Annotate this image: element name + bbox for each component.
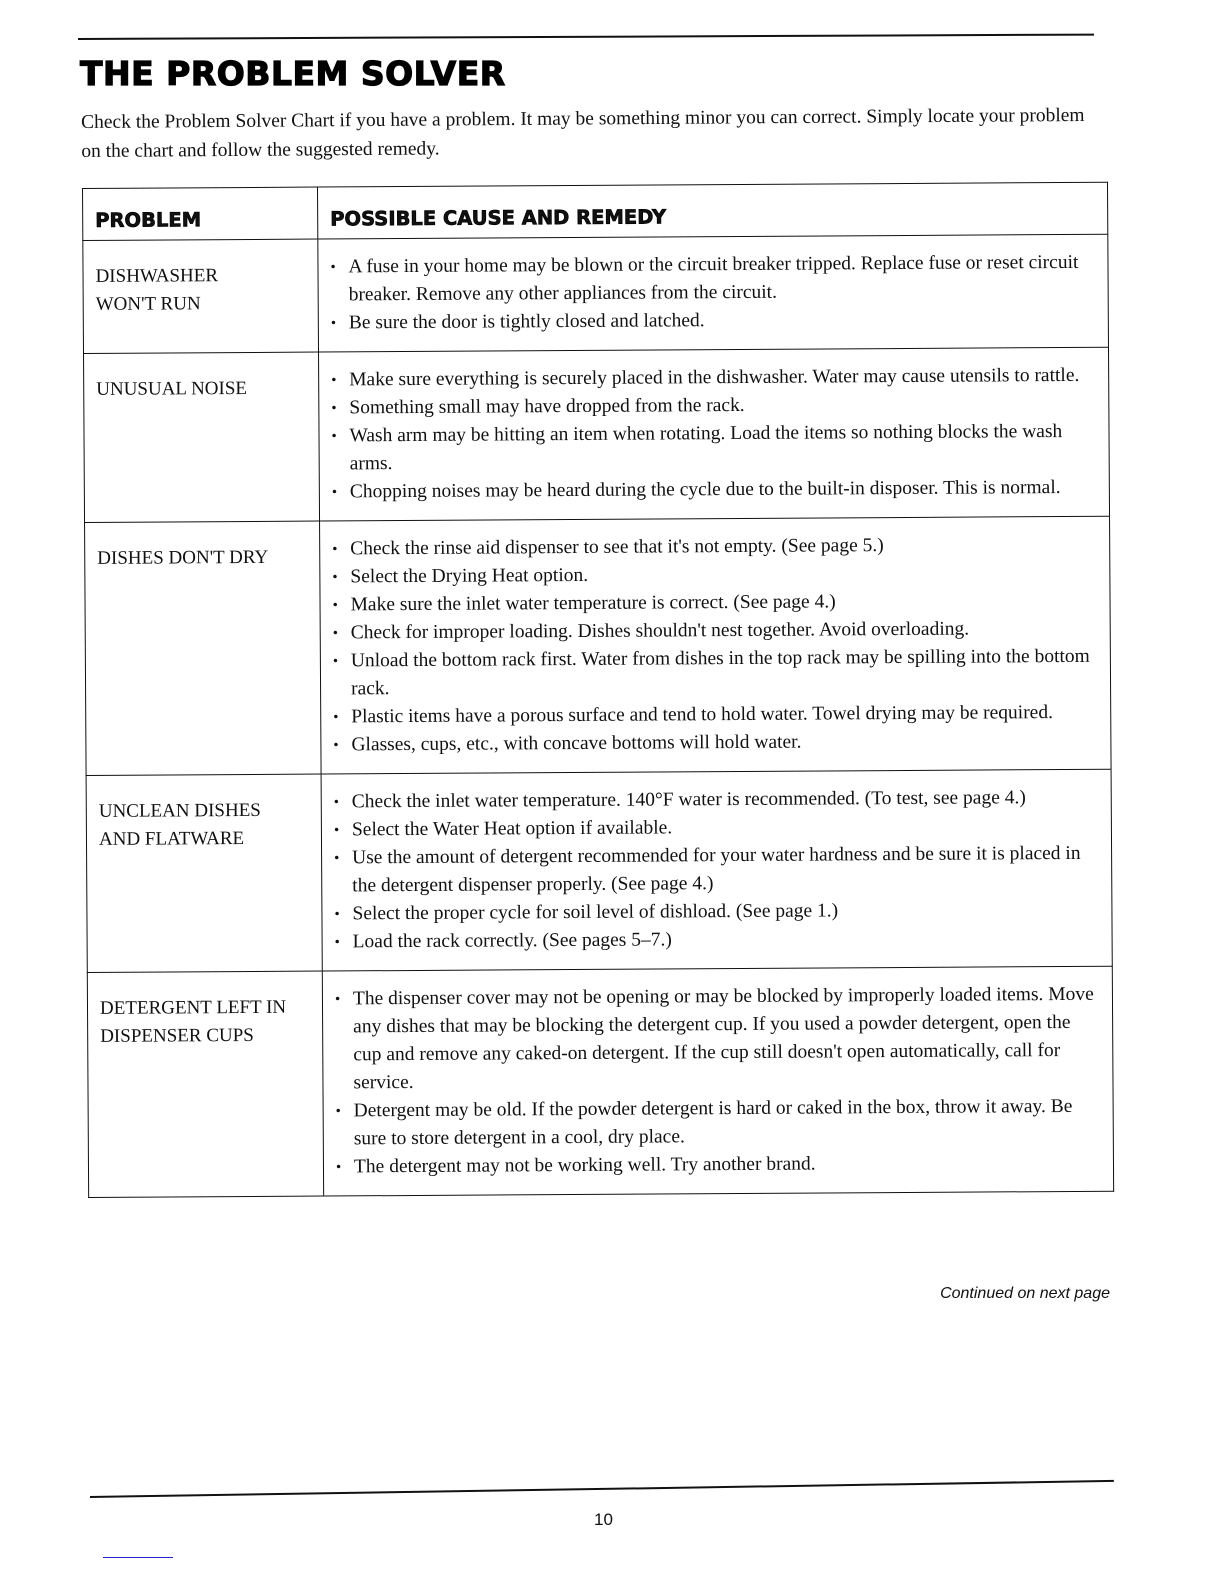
- remedy-item: [331, 643, 1096, 704]
- bullet-icon: •: [331, 428, 337, 445]
- remedy-item: [331, 727, 1096, 760]
- bullet-icon: •: [333, 794, 340, 811]
- problem-cell: [84, 352, 320, 522]
- problem-table: [82, 182, 1114, 1198]
- bullet-icon: •: [335, 1103, 341, 1120]
- column-header-problem: PROBLEM: [83, 187, 318, 240]
- bullet-icon: •: [334, 906, 340, 923]
- remedy-item: [333, 924, 1098, 957]
- remedy-text: Detergent may be old. If the powder detergent is hard or caked in the box, throw it away. Be sure to store detergent in a cool, dry place.: [353, 1095, 1073, 1150]
- remedy-text: Use the amount of detergent recommended for your water hardness and be sure it is placed in the detergent dispenser properly. (See page 4.): [352, 842, 1081, 897]
- remedy-list: [332, 784, 1098, 957]
- bullet-icon: •: [331, 400, 337, 417]
- bullet-icon: •: [334, 991, 341, 1008]
- bottom-rule: [90, 1480, 1114, 1498]
- problem-label-line: WON'T RUN: [95, 293, 201, 315]
- remedy-list: [330, 531, 1096, 760]
- remedy-text: Make sure everything is securely placed in the dishwasher. Water may cause utensils to rattle.: [349, 364, 1080, 391]
- remedy-text: Check the inlet water temperature. 140°F water is recommended. (To test, see page 4.): [351, 787, 1026, 813]
- remedy-text: Glasses, cups, etc., with concave bottoms will hold water.: [351, 731, 802, 756]
- table-row: [85, 516, 1112, 775]
- bullet-icon: •: [333, 709, 339, 726]
- remedy-text: Be sure the door is tightly closed and latched.: [348, 310, 705, 334]
- remedy-cell: [322, 966, 1113, 1196]
- problem-cell: [87, 971, 323, 1197]
- problem-label-line: UNCLEAN DISHES: [98, 799, 261, 822]
- problem-label-line: DISHWASHER: [95, 265, 219, 287]
- bullet-icon: •: [332, 625, 339, 642]
- remedy-text: Check the rinse aid dispenser to see that it's not empty. (See page 5.): [350, 535, 884, 560]
- bullet-icon: •: [335, 1159, 342, 1176]
- remedy-text: Unload the bottom rack first. Water from dishes in the top rack may be spilling into the bottom rack.: [350, 645, 1090, 700]
- bullet-icon: •: [332, 541, 338, 558]
- bullet-icon: •: [331, 484, 338, 501]
- problem-cell: [83, 239, 319, 353]
- remedy-item: [329, 305, 1094, 338]
- table-row: [84, 347, 1110, 522]
- bullet-icon: •: [331, 372, 337, 389]
- remedy-text: Plastic items have a porous surface and tend to hold water. Towel drying may be required.: [351, 702, 1054, 728]
- problem-label-line: AND FLATWARE: [98, 828, 245, 850]
- table-body: [83, 234, 1114, 1197]
- remedy-text: Check for improper loading. Dishes shouldn't nest together. Avoid overloading.: [350, 618, 970, 644]
- table-row: [83, 234, 1109, 353]
- problem-label-line: UNUSUAL NOISE: [96, 377, 248, 400]
- problem-label-line: DISPENSER CUPS: [100, 1024, 254, 1047]
- remedy-item: [329, 418, 1094, 479]
- bullet-icon: •: [332, 569, 338, 586]
- remedy-text: Chopping noises may be heard during the cycle due to the built-in disposer. This is normal.: [349, 477, 1061, 503]
- problem-label-line: DETERGENT LEFT IN: [99, 996, 287, 1019]
- remedy-item: [328, 249, 1093, 310]
- bullet-icon: •: [334, 934, 340, 951]
- remedy-item: [332, 840, 1097, 901]
- problem-solver-chart: [82, 182, 1114, 1198]
- bullet-icon: •: [330, 259, 336, 276]
- continued-note: Continued on next page: [940, 1285, 1110, 1302]
- remedy-text: Make sure the inlet water temperature is correct. (See page 4.): [350, 591, 836, 616]
- remedy-text: The detergent may not be working well. Try another brand.: [353, 1153, 816, 1178]
- remedy-item: [334, 1149, 1099, 1182]
- bullet-icon: •: [332, 597, 338, 614]
- remedy-list: [333, 981, 1099, 1182]
- bullet-icon: •: [333, 737, 339, 754]
- remedy-cell: [321, 769, 1112, 971]
- remedy-text: Something small may have dropped from the rack.: [349, 394, 745, 419]
- table-header-row: [83, 182, 1108, 240]
- remedy-item: [334, 1093, 1099, 1154]
- remedy-text: Select the Drying Heat option.: [350, 564, 589, 588]
- bullet-icon: •: [330, 315, 337, 332]
- table-row: [87, 966, 1113, 1197]
- table-row: [86, 769, 1112, 972]
- remedy-text: Wash arm may be hitting an item when rotating. Load the items so nothing blocks the wash arms.: [349, 421, 1063, 475]
- problem-cell: [85, 521, 322, 775]
- bullet-icon: •: [334, 850, 340, 867]
- remedy-list: [329, 362, 1095, 507]
- remedy-text: The dispenser cover may not be opening or may be blocked by improperly loaded items. Move any dishes that may be blocking the detergent cup. If you used a powder detergent, open the cup and remove any caked-on detergent. If the cup still doesn't open automatically, call for service.: [352, 983, 1094, 1094]
- problem-cell: [86, 774, 322, 972]
- remedy-cell: [319, 347, 1110, 521]
- remedy-cell: [320, 516, 1112, 774]
- bullet-icon: •: [333, 822, 340, 839]
- page-number: 10: [594, 1510, 613, 1529]
- top-rule: [78, 34, 1094, 40]
- link-underline: [103, 1557, 173, 1558]
- column-header-remedy: POSSIBLE CAUSE AND REMEDY: [317, 182, 1107, 239]
- bullet-icon: •: [332, 653, 339, 670]
- remedy-text: Select the proper cycle for soil level of dishload. (See page 1.): [352, 900, 839, 925]
- remedy-text: A fuse in your home may be blown or the circuit breaker tripped. Replace fuse or reset circuit breaker. Remove any other appliances from the circuit.: [348, 251, 1079, 306]
- intro-paragraph: Check the Problem Solver Chart if you have a problem. It may be something minor you can correct. Simply locate your problem on the chart and follow the suggested remedy.: [81, 104, 1085, 162]
- problem-label-line: DISHES DON'T DRY: [97, 546, 269, 569]
- remedy-list: [328, 249, 1093, 338]
- remedy-text: Select the Water Heat option if available.: [351, 817, 673, 841]
- page-title: THE PROBLEM SOLVER: [80, 54, 506, 93]
- remedy-cell: [318, 234, 1109, 352]
- remedy-text: Load the rack correctly. (See pages 5–7.): [352, 929, 672, 953]
- remedy-item: [330, 474, 1095, 507]
- remedy-item: [333, 981, 1099, 1098]
